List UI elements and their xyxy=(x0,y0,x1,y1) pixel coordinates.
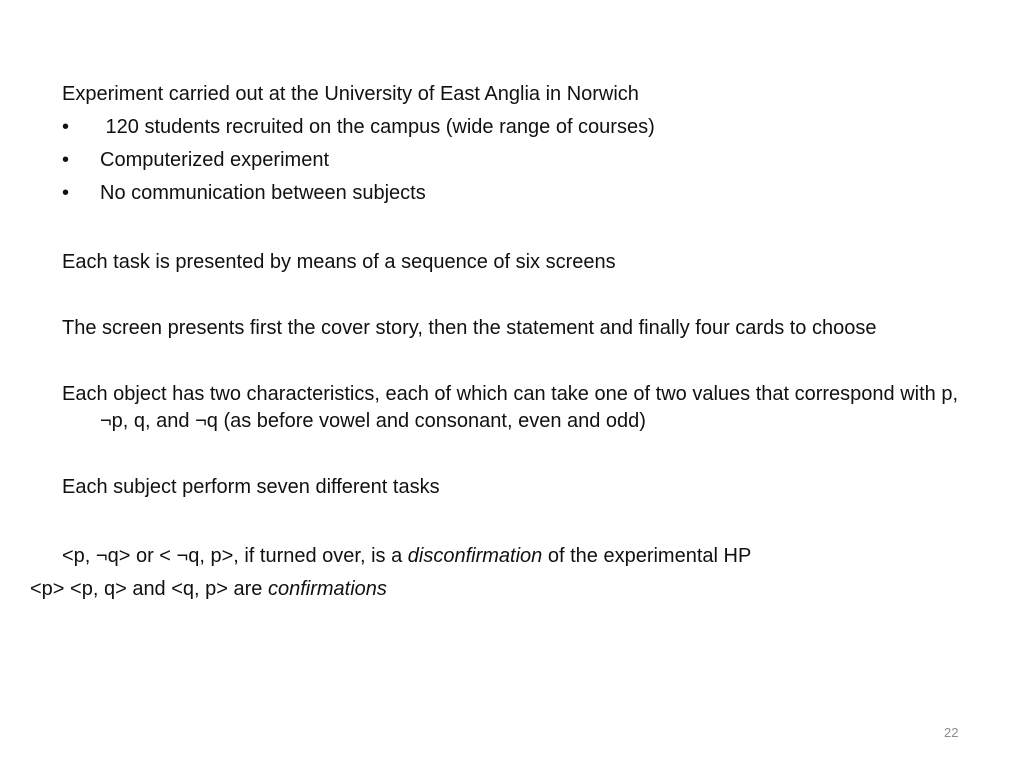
bullet-dot: • xyxy=(62,182,70,204)
page-number: 22 xyxy=(944,725,959,740)
spacer xyxy=(62,435,962,474)
bullet-item xyxy=(62,111,962,144)
spacer xyxy=(62,501,962,540)
confirmation-line xyxy=(30,573,962,606)
spacer xyxy=(62,342,962,381)
disconfirmation-term: disconfirmation xyxy=(407,545,543,567)
bullet-item xyxy=(62,177,962,210)
bullet-text: No communication between subjects xyxy=(100,182,426,204)
bullet-dot: • xyxy=(62,116,70,138)
disconfirmation-suffix: of the experimental HP xyxy=(542,545,752,567)
spacer xyxy=(62,276,962,315)
bullet-item xyxy=(62,144,962,177)
bullet-text: 120 students recruited on the campus (wide range of courses) xyxy=(100,116,655,138)
confirmation-term: confirmations xyxy=(267,578,387,600)
spacer xyxy=(62,210,962,249)
disconfirmation-prefix: <p, ¬q> or < ¬q, p>, if turned over, is a xyxy=(62,545,408,567)
screens-paragraph: Each task is presented by means of a sequence of six screens xyxy=(62,251,616,273)
cover-story-paragraph: The screen presents first the cover story, then the statement and finally four cards to choose xyxy=(62,317,877,339)
tasks-paragraph: Each subject perform seven different tasks xyxy=(62,476,440,498)
intro-paragraph: Experiment carried out at the University of East Anglia in Norwich xyxy=(62,83,639,105)
slide-body xyxy=(30,78,962,606)
confirmation-prefix: <p> <p, q> and <q, p> are xyxy=(30,578,268,600)
bullet-text: Computerized experiment xyxy=(100,149,329,171)
bullet-dot: • xyxy=(62,149,70,171)
object-characteristics-paragraph: Each object has two characteristics, each of which can take one of two values that correspond with p, ¬p, q, and ¬q (as before vowel and consonant, even and odd) xyxy=(62,383,959,432)
disconfirmation-line xyxy=(62,540,962,573)
